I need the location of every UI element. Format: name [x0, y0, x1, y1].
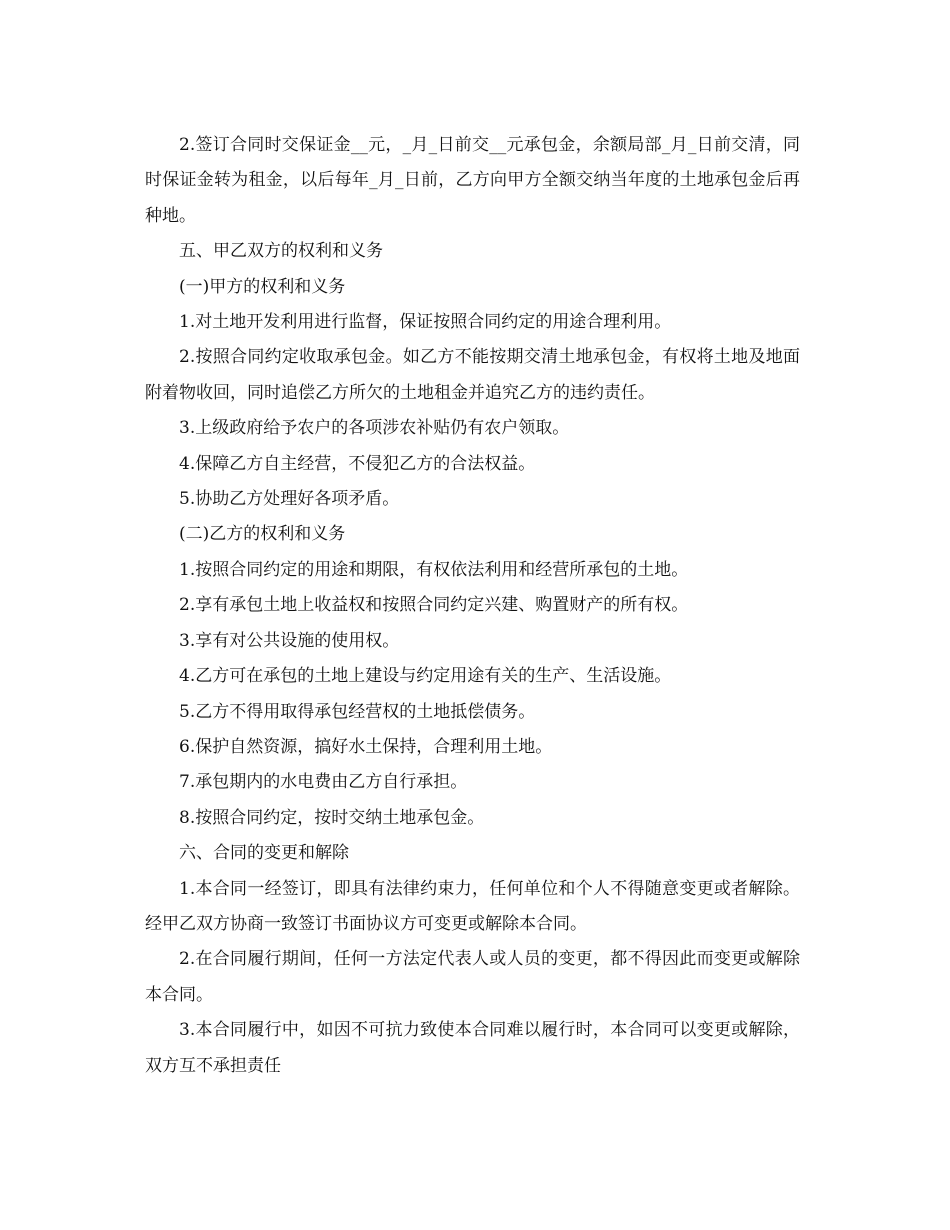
list-item: 1.按照合同约定的用途和期限，有权依法利用和经营所承包的土地。 — [179, 559, 689, 580]
list-item: 5.乙方不得用取得承包经营权的土地抵偿债务。 — [179, 701, 536, 722]
section-heading-change-termination: 六、合同的变更和解除 — [179, 843, 349, 864]
list-item: 1.本合同一经签订，即具有法律约束力，任何单位和个人不得随意变更或者解除。经甲乙双方协商一致签订书面协议方可变更或解除本合同。 — [145, 878, 800, 934]
list-item: 1.对土地开发利用进行监督，保证按照合同约定的用途合理利用。 — [179, 312, 672, 333]
list-item: 2.按照合同约定收取承包金。如乙方不能按期交清土地承包金，有权将土地及地面附着物收回，同时追偿乙方所欠的土地租金并追究乙方的违约责任。 — [145, 347, 800, 403]
list-item: 3.享有对公共设施的使用权。 — [179, 630, 400, 651]
list-item: 4.乙方可在承包的土地上建设与约定用途有关的生产、生活设施。 — [179, 666, 672, 687]
list-item: 8.按照合同约定，按时交纳土地承包金。 — [179, 807, 485, 828]
subsection-heading-party-b: (二)乙方的权利和义务 — [179, 524, 346, 545]
section-heading-rights-obligations: 五、甲乙双方的权利和义务 — [179, 241, 383, 262]
list-item: 2.享有承包土地上收益权和按照合同约定兴建、购置财产的所有权。 — [179, 595, 689, 616]
list-item: 4.保障乙方自主经营，不侵犯乙方的合法权益。 — [179, 453, 536, 474]
subsection-heading-party-a: (一)甲方的权利和义务 — [179, 276, 346, 297]
list-item: 6.保护自然资源，搞好水土保持，合理利用土地。 — [179, 736, 553, 757]
paragraph-deposit-payment: 2.签订合同时交保证金__元，_月_日前交__元承包金，余额局部_月_日前交清，同时保证金转为租金，以后每年_月_日前，乙方向甲方全额交纳当年度的土地承包金后再种地。 — [145, 135, 800, 226]
list-item: 2.在合同履行期间，任何一方法定代表人或人员的变更，都不得因此而变更或解除本合同。 — [145, 949, 800, 1005]
document-page — [145, 128, 800, 1084]
list-item: 3.上级政府给予农户的各项涉农补贴仍有农户领取。 — [179, 418, 570, 439]
list-item: 3.本合同履行中，如因不可抗力致使本合同难以履行时，本合同可以变更或解除，双方互不承担责任 — [145, 1020, 800, 1076]
list-item: 5.协助乙方处理好各项矛盾。 — [179, 489, 400, 510]
list-item: 7.承包期内的水电费由乙方自行承担。 — [179, 772, 468, 793]
